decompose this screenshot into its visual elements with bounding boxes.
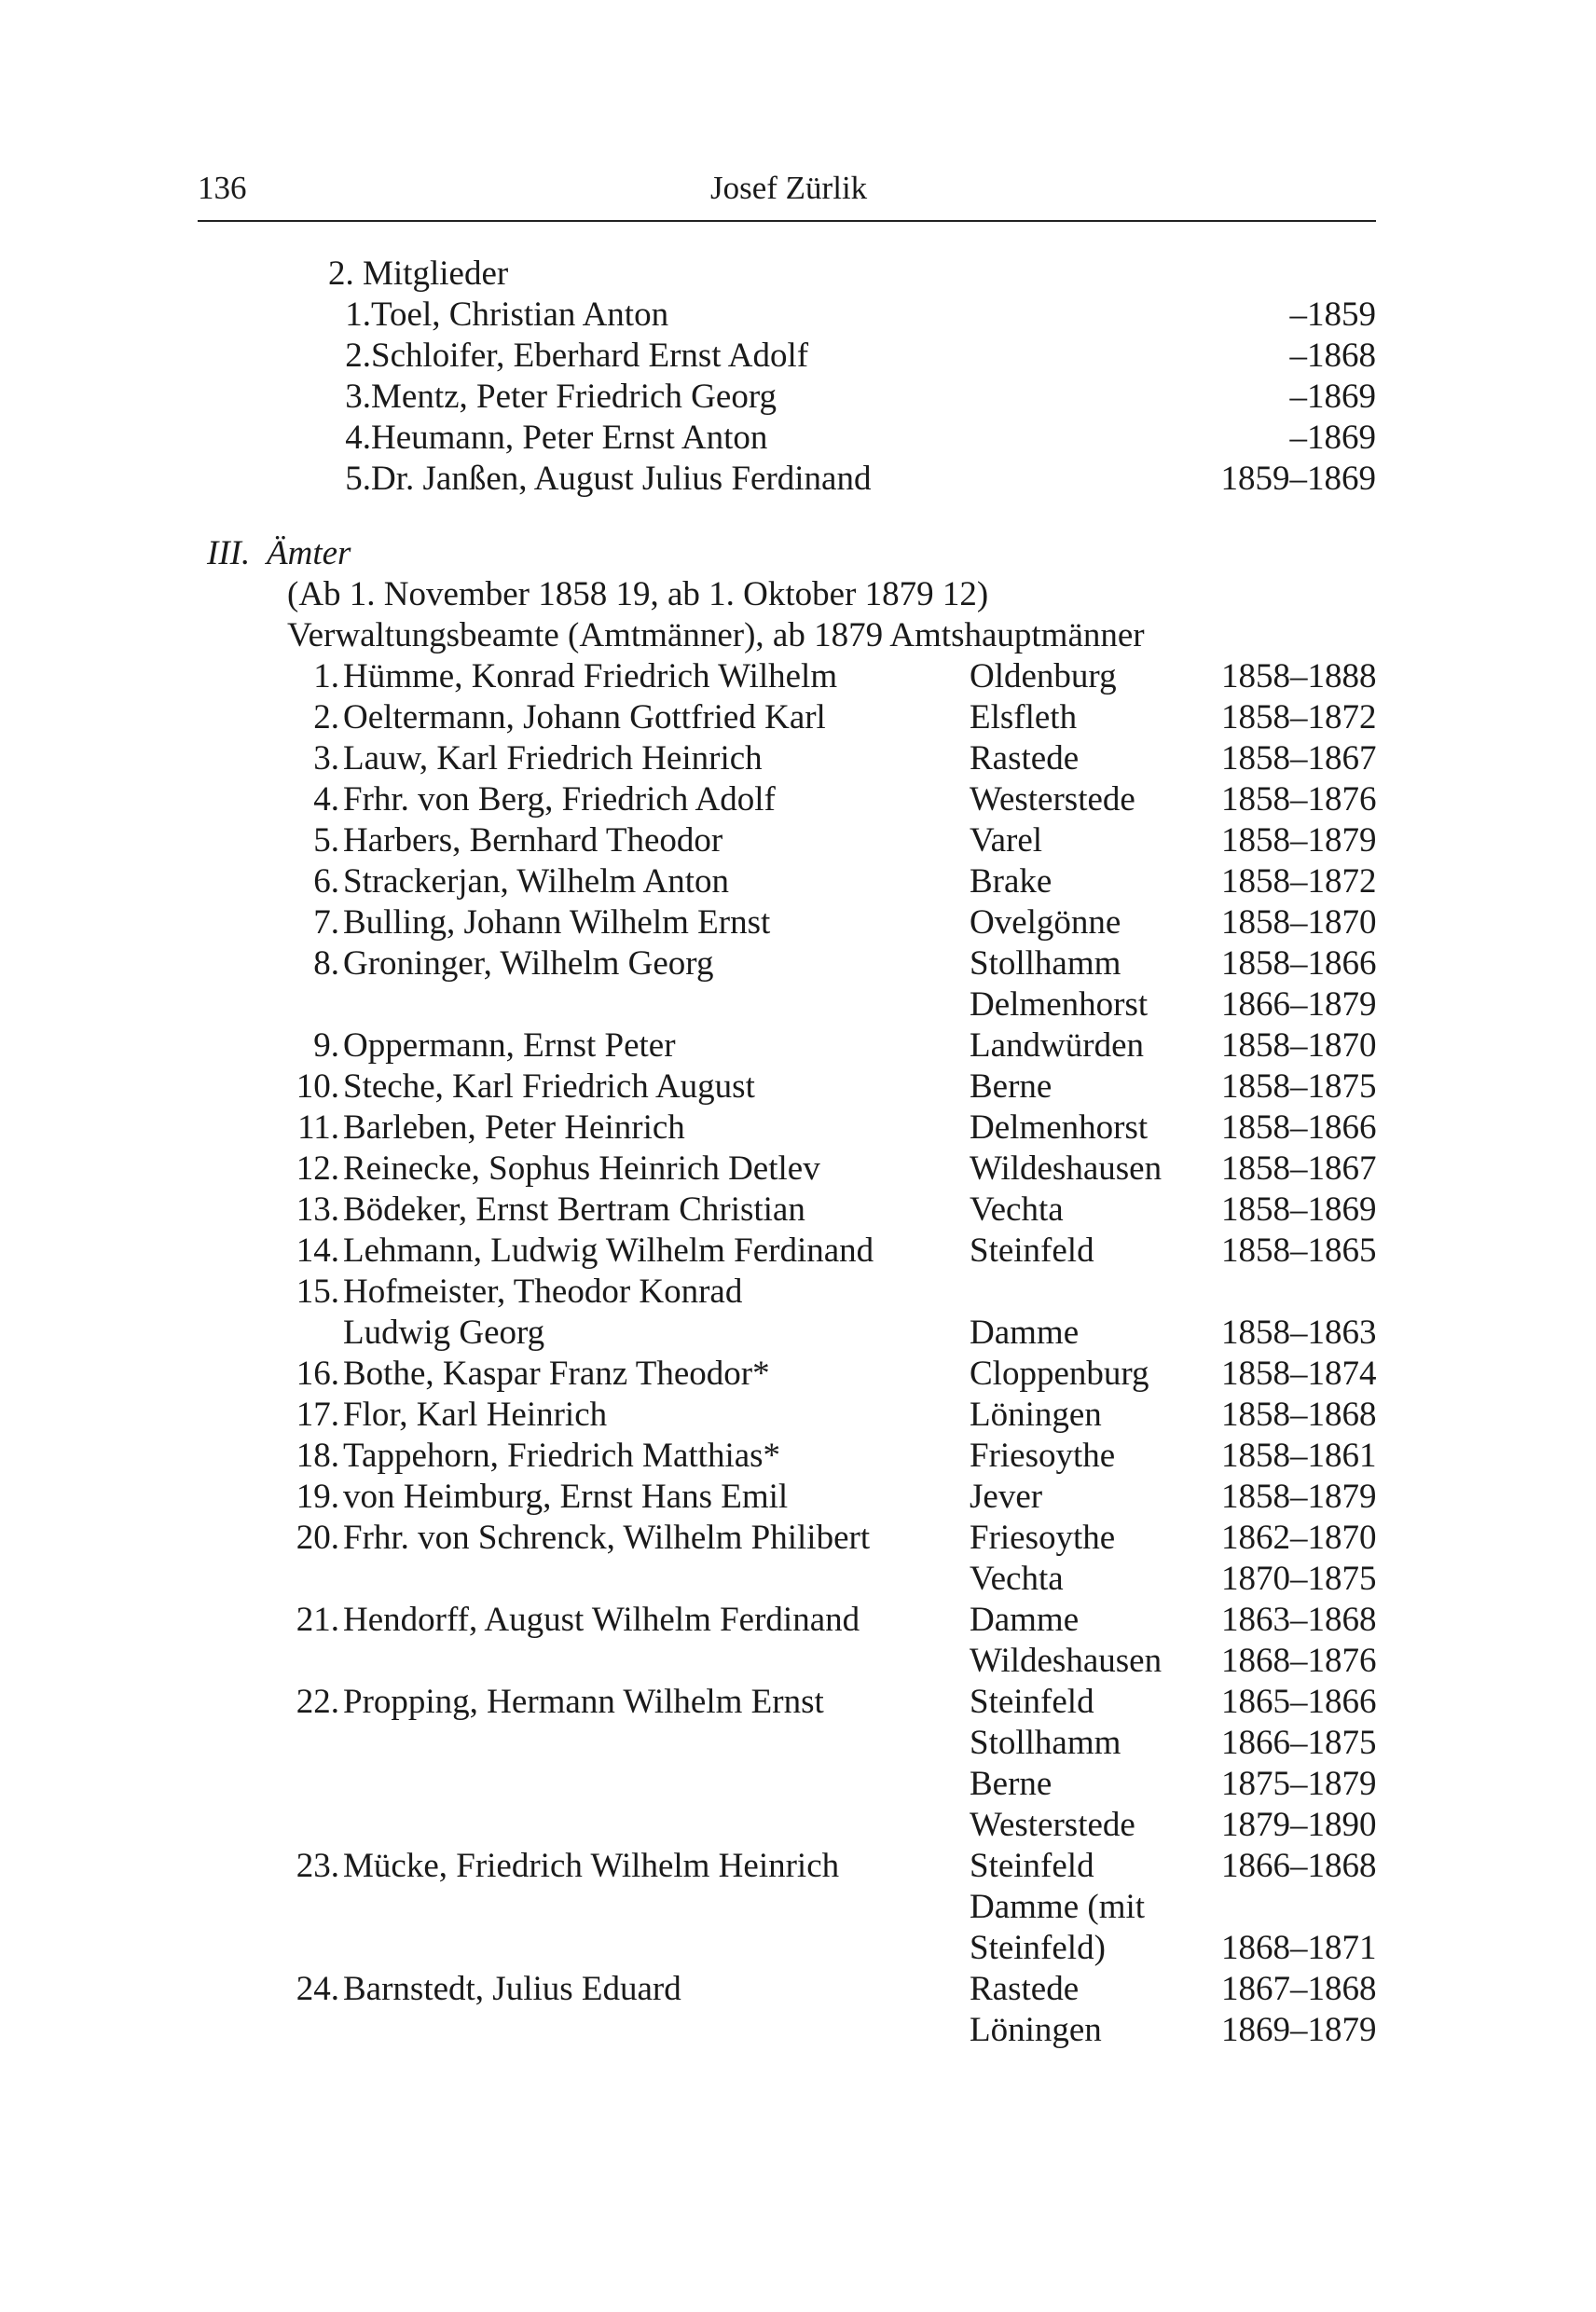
tenure-years: 1858–1872 [1221, 698, 1377, 736]
row-number: 10. [296, 1067, 339, 1106]
tenure-years: 1866–1868 [1221, 1847, 1377, 1885]
row-number: 1. [313, 657, 339, 695]
member-name: Schloifer, Eberhard Ernst Adolf [371, 337, 809, 375]
tenure-years: 1870–1875 [1221, 1560, 1377, 1598]
tenure-years: 1858–1869 [1221, 1190, 1377, 1229]
page-header [198, 164, 1376, 222]
tenure-years: 1868–1876 [1221, 1642, 1377, 1680]
tenure-years: 1866–1875 [1221, 1724, 1377, 1762]
aemter-subtitle [0, 615, 1596, 656]
official-name: Bulling, Johann Wilhelm Ernst [343, 903, 771, 942]
tenure-years: 1858–1870 [1221, 1026, 1377, 1065]
member-name: Dr. Janßen, August Julius Ferdinand [371, 460, 872, 498]
table-row [0, 779, 1596, 820]
office-place: Steinfeld [970, 1683, 1094, 1721]
office-place: Vechta [970, 1190, 1064, 1229]
row-number: 21. [296, 1601, 339, 1639]
table-row [0, 984, 1596, 1025]
row-number: 23. [296, 1847, 339, 1885]
table-row [0, 1149, 1596, 1190]
office-place: Stollhamm [970, 1724, 1121, 1762]
official-name: Flor, Karl Heinrich [343, 1396, 608, 1434]
office-place: Ovelgönne [970, 903, 1121, 942]
office-place: Steinfeld [970, 1232, 1094, 1270]
tenure-years: 1879–1890 [1221, 1806, 1377, 1844]
office-place: Westerstede [970, 780, 1135, 819]
aemter-note [0, 574, 1596, 615]
tenure-years: 1858–1865 [1221, 1232, 1377, 1270]
tenure-years: 1868–1871 [1221, 1929, 1377, 1967]
official-name: Frhr. von Schrenck, Wilhelm Philibert [343, 1519, 871, 1557]
table-row [0, 1887, 1596, 1928]
office-place: Delmenhorst [970, 1108, 1149, 1147]
section-title: 2. Mitglieder [328, 255, 509, 293]
tenure-years: 1858–1867 [1221, 739, 1377, 778]
official-name: Lehmann, Ludwig Wilhelm Ferdinand [343, 1232, 874, 1270]
official-name: Steche, Karl Friedrich August [343, 1067, 755, 1106]
official-name: Harbers, Bernhard Theodor [343, 821, 723, 860]
office-place: Jever [970, 1478, 1043, 1516]
tenure-years: 1865–1866 [1221, 1683, 1377, 1721]
member-row [0, 377, 1596, 418]
office-place: Varel [970, 821, 1043, 860]
office-place: Löningen [970, 2011, 1102, 2049]
member-years: –1859 [1289, 296, 1376, 334]
tenure-years: 1858–1863 [1221, 1314, 1377, 1352]
running-title: Josef Zürlik [710, 170, 868, 206]
member-number: 2. [345, 337, 371, 375]
tenure-years: 1863–1868 [1221, 1601, 1377, 1639]
official-name: Barnstedt, Julius Eduard [343, 1970, 681, 2008]
official-name: Barleben, Peter Heinrich [343, 1108, 685, 1147]
section-roman-numeral: III. [207, 534, 251, 572]
office-place: Elsfleth [970, 698, 1078, 736]
table-row [0, 1723, 1596, 1764]
row-number: 13. [296, 1190, 339, 1229]
table-row [0, 1108, 1596, 1149]
member-number: 4. [345, 419, 371, 457]
office-place: Löningen [970, 1396, 1102, 1434]
official-name: Propping, Hermann Wilhelm Ernst [343, 1683, 824, 1721]
member-row [0, 459, 1596, 500]
member-years: 1859–1869 [1220, 460, 1376, 498]
row-number: 15. [296, 1273, 339, 1311]
table-row [0, 1518, 1596, 1559]
tenure-years: 1869–1879 [1221, 2011, 1377, 2049]
official-name: von Heimburg, Ernst Hans Emil [343, 1478, 789, 1516]
row-number: 12. [296, 1149, 339, 1188]
office-place: Damme [970, 1314, 1080, 1352]
table-row [0, 820, 1596, 861]
member-number: 1. [345, 296, 371, 334]
official-name: Ludwig Georg [343, 1314, 545, 1352]
table-row [0, 656, 1596, 697]
official-name: Tappehorn, Friedrich Matthias* [343, 1437, 781, 1475]
office-place: Damme [970, 1601, 1080, 1639]
table-row [0, 1846, 1596, 1887]
member-row [0, 295, 1596, 336]
row-number: 6. [313, 862, 339, 901]
tenure-years: 1858–1872 [1221, 862, 1377, 901]
office-place: Stollhamm [970, 944, 1121, 983]
member-years: –1869 [1289, 378, 1376, 416]
member-number: 5. [345, 460, 371, 498]
office-place: Landwürden [970, 1026, 1144, 1065]
office-place: Vechta [970, 1560, 1064, 1598]
office-place: Cloppenburg [970, 1355, 1149, 1393]
official-name: Oppermann, Ernst Peter [343, 1026, 676, 1065]
section-subtitle: Verwaltungsbeamte (Amtmänner), ab 1879 Amtshauptmänner [287, 616, 1145, 654]
office-place: Wildeshausen [970, 1642, 1163, 1680]
office-place: Rastede [970, 739, 1080, 778]
table-row [0, 943, 1596, 984]
row-number: 7. [313, 903, 339, 942]
member-years: –1868 [1289, 337, 1376, 375]
official-name: Frhr. von Berg, Friedrich Adolf [343, 780, 776, 819]
official-name: Hümme, Konrad Friedrich Wilhelm [343, 657, 838, 695]
section-title: Ämter [267, 534, 351, 572]
tenure-years: 1866–1879 [1221, 985, 1377, 1024]
row-number: 20. [296, 1519, 339, 1557]
official-name: Reinecke, Sophus Heinrich Detlev [343, 1149, 820, 1188]
row-number: 11. [297, 1108, 339, 1147]
table-row [0, 1395, 1596, 1436]
office-place: Friesoythe [970, 1437, 1116, 1475]
table-row [0, 697, 1596, 738]
row-number: 2. [313, 698, 339, 736]
official-name: Strackerjan, Wilhelm Anton [343, 862, 729, 901]
aemter-heading [0, 533, 1596, 574]
tenure-years: 1867–1868 [1221, 1970, 1377, 2008]
office-place: Berne [970, 1765, 1053, 1803]
table-row [0, 1805, 1596, 1846]
table-row [0, 1272, 1596, 1313]
member-name: Mentz, Peter Friedrich Georg [371, 378, 777, 416]
member-years: –1869 [1289, 419, 1376, 457]
tenure-years: 1858–1868 [1221, 1396, 1377, 1434]
table-row [0, 1928, 1596, 1969]
member-row [0, 336, 1596, 377]
tenure-years: 1862–1870 [1221, 1519, 1377, 1557]
tenure-years: 1858–1866 [1221, 944, 1377, 983]
table-row [0, 1600, 1596, 1641]
table-row [0, 1641, 1596, 1682]
row-number: 5. [313, 821, 339, 860]
official-name: Hofmeister, Theodor Konrad [343, 1273, 743, 1311]
row-number: 3. [313, 739, 339, 778]
table-row [0, 1067, 1596, 1108]
tenure-years: 1858–1879 [1221, 821, 1377, 860]
table-row [0, 1436, 1596, 1477]
table-row [0, 861, 1596, 902]
office-place: Wildeshausen [970, 1149, 1163, 1188]
office-place: Brake [970, 862, 1053, 901]
office-place: Steinfeld) [970, 1929, 1106, 1967]
official-name: Oeltermann, Johann Gottfried Karl [343, 698, 826, 736]
office-place: Westerstede [970, 1806, 1135, 1844]
tenure-years: 1875–1879 [1221, 1765, 1377, 1803]
tenure-years: 1858–1870 [1221, 903, 1377, 942]
tenure-years: 1858–1866 [1221, 1108, 1377, 1147]
row-number: 8. [313, 944, 339, 983]
tenure-years: 1858–1874 [1221, 1355, 1377, 1393]
official-name: Groninger, Wilhelm Georg [343, 944, 714, 983]
section-note: (Ab 1. November 1858 19, ab 1. Oktober 1879 12) [287, 575, 989, 613]
office-place: Delmenhorst [970, 985, 1149, 1024]
table-row [0, 1313, 1596, 1354]
row-number: 14. [296, 1232, 339, 1270]
table-row [0, 1231, 1596, 1272]
row-number: 22. [296, 1683, 339, 1721]
member-name: Toel, Christian Anton [371, 296, 669, 334]
row-number: 24. [296, 1970, 339, 2008]
office-place: Rastede [970, 1970, 1080, 2008]
table-row [0, 1559, 1596, 1600]
official-name: Mücke, Friedrich Wilhelm Heinrich [343, 1847, 840, 1885]
table-row [0, 738, 1596, 779]
member-row [0, 418, 1596, 459]
table-row [0, 1682, 1596, 1723]
table-row [0, 1969, 1596, 2010]
tenure-years: 1858–1867 [1221, 1149, 1377, 1188]
row-number: 18. [296, 1437, 339, 1475]
official-name: Bödeker, Ernst Bertram Christian [343, 1190, 805, 1229]
office-place: Damme (mit [970, 1888, 1146, 1926]
official-name: Hendorff, August Wilhelm Ferdinand [343, 1601, 860, 1639]
tenure-years: 1858–1888 [1221, 657, 1377, 695]
members-section-title [0, 254, 1596, 295]
table-row [0, 1477, 1596, 1518]
table-row [0, 1025, 1596, 1067]
office-place: Oldenburg [970, 657, 1117, 695]
tenure-years: 1858–1879 [1221, 1478, 1377, 1516]
official-name: Lauw, Karl Friedrich Heinrich [343, 739, 763, 778]
tenure-years: 1858–1861 [1221, 1437, 1377, 1475]
official-name: Bothe, Kaspar Franz Theodor* [343, 1355, 770, 1393]
tenure-years: 1858–1875 [1221, 1067, 1377, 1106]
row-number: 17. [296, 1396, 339, 1434]
office-place: Berne [970, 1067, 1053, 1106]
row-number: 16. [296, 1355, 339, 1393]
table-row [0, 2010, 1596, 2051]
row-number: 4. [313, 780, 339, 819]
member-number: 3. [345, 378, 371, 416]
row-number: 9. [313, 1026, 339, 1065]
office-place: Friesoythe [970, 1519, 1116, 1557]
table-row [0, 1190, 1596, 1231]
member-name: Heumann, Peter Ernst Anton [371, 419, 768, 457]
row-number: 19. [296, 1478, 339, 1516]
page-number: 136 [198, 170, 247, 206]
table-row [0, 902, 1596, 943]
tenure-years: 1858–1876 [1221, 780, 1377, 819]
office-place: Steinfeld [970, 1847, 1094, 1885]
table-row [0, 1764, 1596, 1805]
table-row [0, 1354, 1596, 1395]
